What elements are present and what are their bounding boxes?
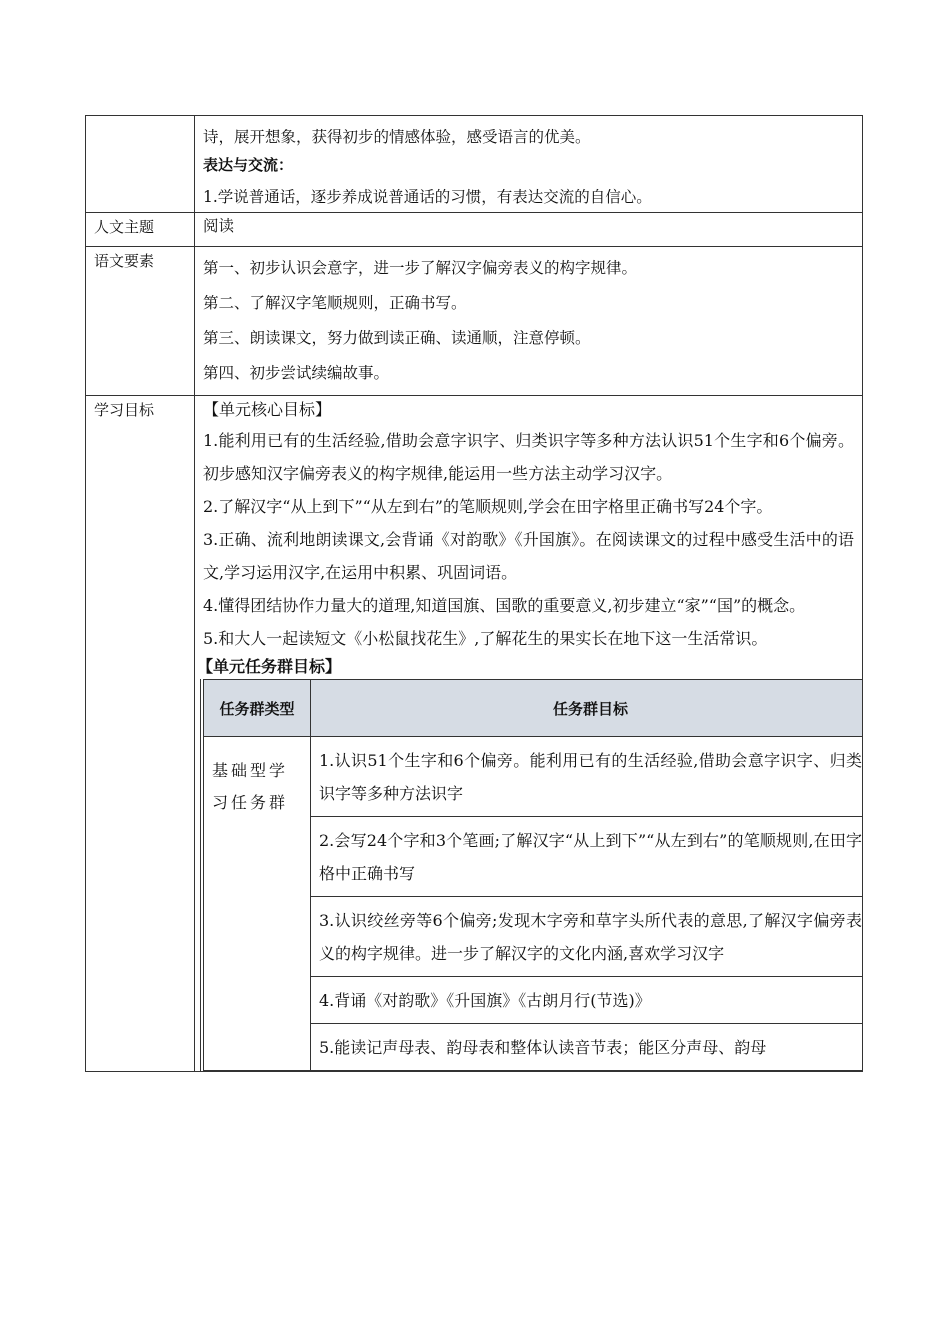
task-group-heading: 【单元任务群目标】	[197, 657, 342, 676]
element-item: 第四、初步尝试续编故事。	[203, 364, 390, 382]
task-table-header	[204, 680, 863, 737]
table-row-continued	[86, 116, 863, 213]
expression-goal-1: 1.学说普通话，逐步养成说普通话的习惯，有表达交流的自信心。	[203, 188, 652, 206]
task-goal-item	[311, 977, 862, 1024]
row-label-goals: 学习目标	[86, 396, 195, 1072]
task-goal-text: 2.会写24个字和3个笔画;了解汉字“从上到下”“从左到右”的笔顺规则,在田字格中正确书写	[319, 831, 862, 883]
row-content-elements	[195, 247, 863, 396]
section-heading-expression: 表达与交流：	[203, 156, 294, 174]
element-item: 第二、了解汉字笔顺规则，正确书写。	[203, 294, 467, 312]
core-goal-item: 4.懂得团结协作力量大的道理,知道国旗、国歌的重要意义,初步建立“家”“国”的概念。	[203, 596, 806, 615]
column-header-type: 任务群类型	[204, 680, 311, 737]
row-label-theme: 人文主题	[86, 213, 195, 247]
task-goal-item	[311, 1024, 862, 1070]
task-goal-text: 5.能读记声母表、韵母表和整体认读音节表；能区分声母、韵母	[319, 1038, 767, 1057]
column-header-goal: 任务群目标	[311, 680, 863, 737]
core-goal-item: 2.了解汉字“从上到下”“从左到右”的笔顺规则,学会在田字格里正确书写24个字。	[203, 497, 773, 516]
core-goals	[203, 396, 862, 655]
core-goal-item: 1.能利用已有的生活经验,借助会意字识字、归类识字等多种方法认识51个生字和6个偏旁。初步感知汉字偏旁表义的构字规律,能运用一些方法主动学习汉字。	[203, 431, 854, 483]
core-goal-item: 3.正确、流利地朗读课文,会背诵《对韵歌》《升国旗》。在阅读课文的过程中感受生活中的语文,学习运用汉字,在运用中积累、巩固词语。	[203, 530, 854, 582]
task-goal-text: 3.认识绞丝旁等6个偏旁;发现木字旁和草字头所代表的意思,了解汉字偏旁表义的构字规律。进一步了解汉字的文化内涵,喜欢学习汉字	[319, 911, 862, 963]
task-goal-item	[311, 737, 862, 817]
task-goal-item	[311, 817, 862, 897]
task-goal-text: 4.背诵《对韵歌》《升国旗》《古朗月行(节选)》	[319, 991, 651, 1010]
document-page	[85, 115, 863, 1072]
task-table-wrap	[200, 679, 862, 1071]
table-row-elements	[86, 247, 863, 396]
theme-value: 阅读	[203, 217, 235, 235]
poem-line: 诗，展开想象，获得初步的情感体验，感受语言的优美。	[203, 128, 591, 146]
row-label-elements: 语文要素	[86, 247, 195, 396]
task-type-cell: 基础型学习任务群	[204, 737, 311, 1071]
element-item: 第一、初步认识会意字，进一步了解汉字偏旁表义的构字规律。	[203, 259, 638, 277]
table-row-theme	[86, 213, 863, 247]
task-table-row	[204, 737, 863, 1071]
core-goals-heading: 【单元核心目标】	[203, 400, 332, 419]
row-content-continued	[195, 116, 863, 213]
core-goal-item: 5.和大人一起读短文《小松鼠找花生》,了解花生的果实长在地下这一生活常识。	[203, 629, 768, 648]
row-content-goals	[195, 396, 863, 1072]
row-label-empty	[86, 116, 195, 213]
task-goal-text: 1.认识51个生字和6个偏旁。能利用已有的生活经验,借助会意字识字、归类识字等多种方法识字	[319, 751, 862, 803]
table-row-goals	[86, 396, 863, 1072]
task-group-table	[203, 679, 862, 1071]
task-goal-item	[311, 897, 862, 977]
element-item: 第三、朗读课文，努力做到读正确、读通顺，注意停顿。	[203, 329, 591, 347]
task-goals-cell	[311, 737, 863, 1071]
unit-plan-table	[85, 115, 863, 1072]
row-content-theme	[195, 213, 863, 247]
